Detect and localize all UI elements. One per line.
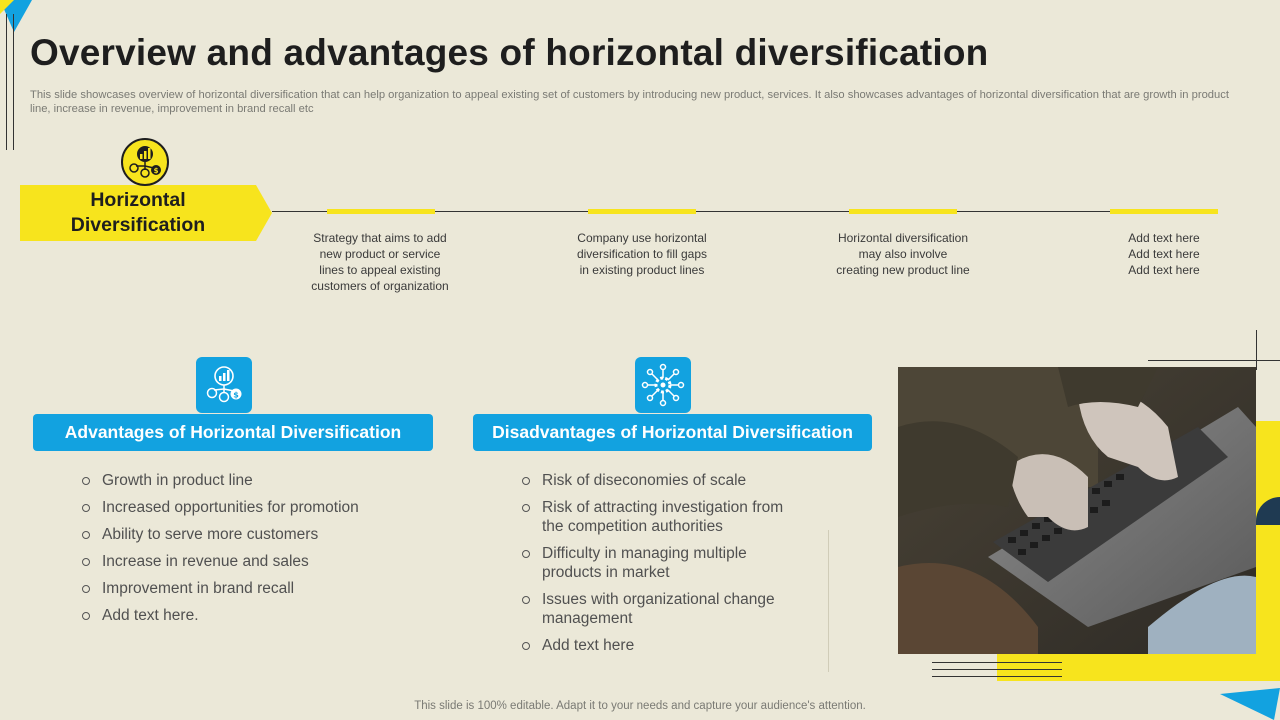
growth-chart-network-icon	[196, 357, 252, 413]
advantages-header: Advantages of Horizontal Diversification	[33, 414, 433, 451]
decor-yellow-block	[1256, 421, 1280, 681]
timeline-marker	[327, 209, 435, 214]
list-item: Growth in product line	[82, 471, 462, 490]
page-subtitle: This slide showcases overview of horizontal diversification that can help organization to appeal existing set of customers by introducing new product, services. It also showcases advantages of horizontal diversification that are growth in product line, increase in revenue, improvement in brand recall etc	[30, 89, 1229, 115]
list-item: Increased opportunities for promotion	[82, 498, 462, 517]
svg-text:$: $	[153, 167, 159, 175]
list-item: Increase in revenue and sales	[82, 552, 462, 571]
list-item: Issues with organizational change management	[522, 590, 802, 628]
decor-line	[1256, 330, 1257, 370]
hands-typing-laptop-photo	[898, 367, 1256, 654]
decor-line	[932, 669, 1062, 670]
list-item: Improvement in brand recall	[82, 579, 462, 598]
growth-chart-network-icon	[121, 138, 169, 186]
disadvantages-header: Disadvantages of Horizontal Diversification	[473, 414, 872, 451]
decor-line	[13, 14, 14, 150]
decor-line	[6, 14, 7, 150]
divider	[828, 530, 829, 672]
list-item: Difficulty in managing multiple products in market	[522, 544, 802, 582]
timeline-marker	[588, 209, 696, 214]
timeline-marker	[1110, 209, 1218, 214]
footer-note: This slide is 100% editable. Adapt it to your needs and capture your audience's attention.	[414, 700, 866, 712]
advantages-list	[82, 471, 462, 633]
list-item: Ability to serve more customers	[82, 525, 462, 544]
decor-line	[1148, 360, 1280, 361]
disadvantages-list	[522, 471, 802, 663]
decor-line	[932, 662, 1062, 663]
list-item: Add text here	[522, 636, 802, 655]
horizontal-diversification-label: Horizontal Diversification	[70, 189, 206, 236]
list-item: Risk of attracting investigation from the competition authorities	[522, 498, 802, 536]
timeline-text-1: Strategy that aims to add new product or service lines to appeal existing customers of organization	[311, 231, 449, 293]
svg-text:$: $	[233, 390, 239, 400]
timeline-text-2: Company use horizontal diversification to fill gaps in existing product lines	[576, 231, 708, 277]
list-item: Risk of diseconomies of scale	[522, 471, 802, 490]
decor-line	[932, 676, 1062, 677]
timeline-marker	[849, 209, 957, 214]
gear-network-icon	[635, 357, 691, 413]
list-item: Add text here.	[82, 606, 462, 625]
timeline-text-4: Add text here Add text here Add text here	[1128, 231, 1200, 277]
timeline-text-3: Horizontal diversification may also involve creating new product line	[836, 231, 970, 277]
page-title: Overview and advantages of horizontal diversification	[30, 32, 989, 73]
